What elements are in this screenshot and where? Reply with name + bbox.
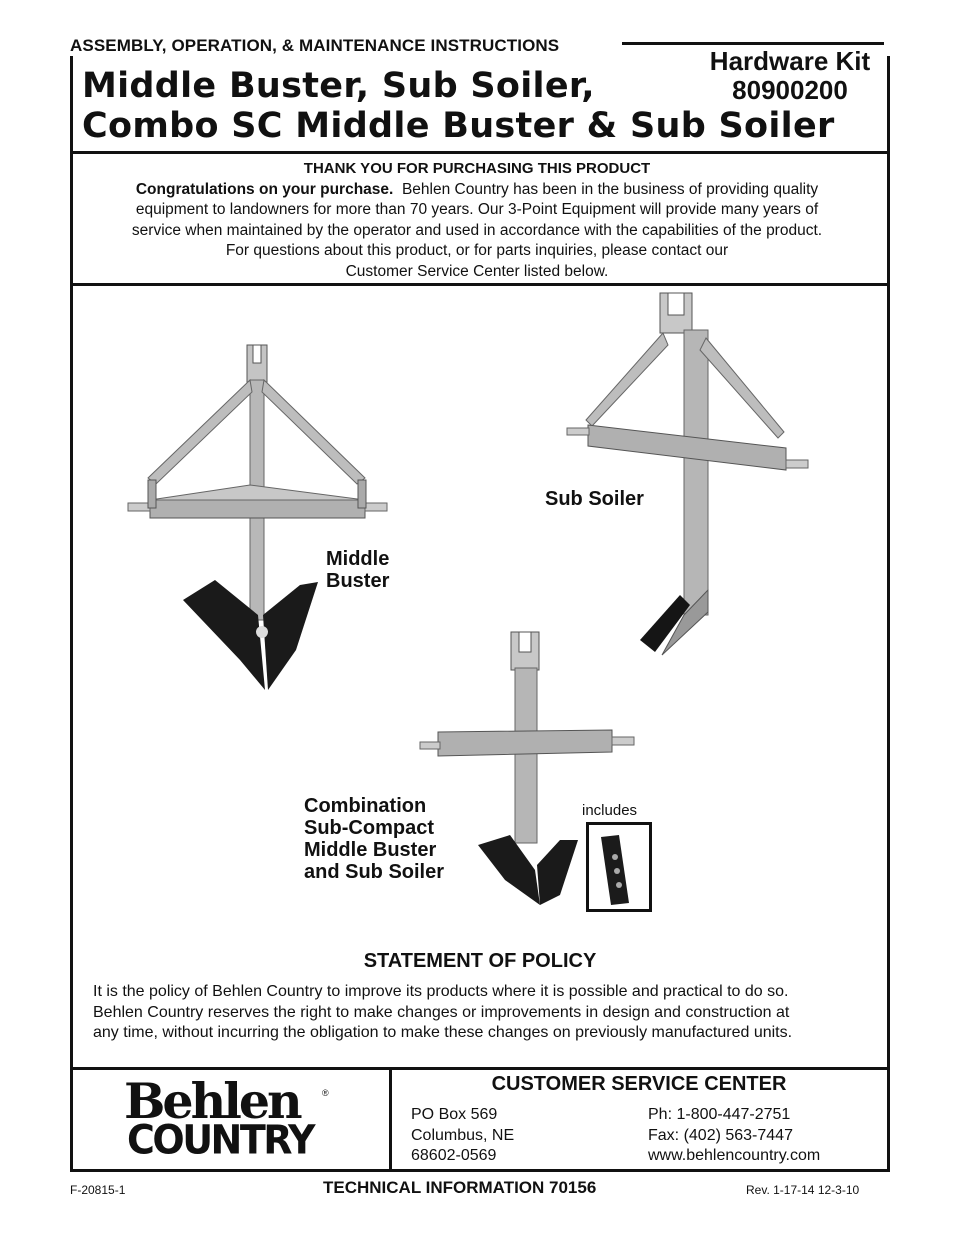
title-line-1: Middle Buster, Sub Soiler, — [82, 66, 595, 106]
mailing-address — [411, 1105, 514, 1167]
label-line: and Sub Soiler — [304, 861, 445, 883]
phone: Ph: 1-800-447-2751 — [648, 1106, 791, 1123]
middle-buster-label — [326, 548, 389, 592]
policy-line: It is the policy of Behlen Country to improve its products where it is possible and practical to do so. — [93, 983, 789, 1000]
policy-title: STATEMENT OF POLICY — [363, 950, 597, 972]
form-number: F-20815-1 — [70, 1183, 126, 1197]
label-line: Middle Buster — [304, 839, 437, 861]
kit-label: Hardware Kit — [709, 46, 871, 76]
intro-line: For questions about this product, or for parts inquiries, please contact our — [225, 242, 729, 259]
behlen-logo: Behlen — [124, 1072, 300, 1130]
intro-line: equipment to landowners for more than 70 years. Our 3-Point Equipment will provide many years of — [135, 201, 819, 218]
document-type: ASSEMBLY, OPERATION, & MAINTENANCE INSTRUCTIONS — [70, 36, 560, 55]
intro-heading: THANK YOU FOR PURCHASING THIS PRODUCT — [303, 160, 651, 177]
po-box: PO Box 569 — [411, 1106, 498, 1123]
website-link[interactable]: www.behlencountry.com — [648, 1147, 821, 1164]
policy-line: any time, without incurring the obligation to make these changes on previously manufactured units. — [93, 1024, 793, 1041]
includes-label: includes — [582, 802, 638, 819]
combo-label — [304, 795, 444, 883]
policy-body — [93, 982, 873, 1044]
middle-buster-illustration — [128, 345, 390, 690]
intro-line: Customer Service Center listed below. — [345, 262, 609, 280]
title-line-2: Combo SC Middle Buster & Sub Soiler — [82, 106, 835, 146]
revision: Rev. 1-17-14 12-3-10 — [746, 1183, 860, 1197]
country-logo: COUNTRY — [127, 1116, 313, 1164]
city: Columbus, NE — [411, 1126, 515, 1144]
tech-info: TECHNICAL INFORMATION 70156 — [323, 1178, 597, 1197]
intro-line: service when maintained by the operator and used in accordance with the capabilities of the product. — [131, 221, 823, 239]
sub-soiler-illustration — [567, 293, 808, 655]
policy-line: Behlen Country reserves the right to make changes or improvements in design and construction at — [93, 1003, 790, 1021]
intro-text: Behlen Country has been in the business of providing quality — [401, 180, 819, 198]
intro-lead: Congratulations on your purchase. — [135, 180, 394, 198]
label-line: Buster — [326, 570, 390, 592]
included-shank-icon — [589, 825, 647, 907]
label-line: Combination — [304, 795, 427, 817]
label-line: Sub-Compact — [304, 817, 434, 839]
contact-info — [648, 1105, 820, 1167]
label-line: Middle — [326, 548, 390, 570]
zip: 68602-0569 — [411, 1147, 497, 1164]
customer-service-title: CUSTOMER SERVICE CENTER — [491, 1073, 787, 1095]
divider — [70, 1067, 887, 1070]
kit-number: 80900200 — [732, 75, 848, 105]
sub-soiler-label: Sub Soiler — [545, 488, 644, 510]
fax: Fax: (402) 563-7447 — [648, 1126, 793, 1144]
registered-mark: ® — [322, 1088, 329, 1098]
